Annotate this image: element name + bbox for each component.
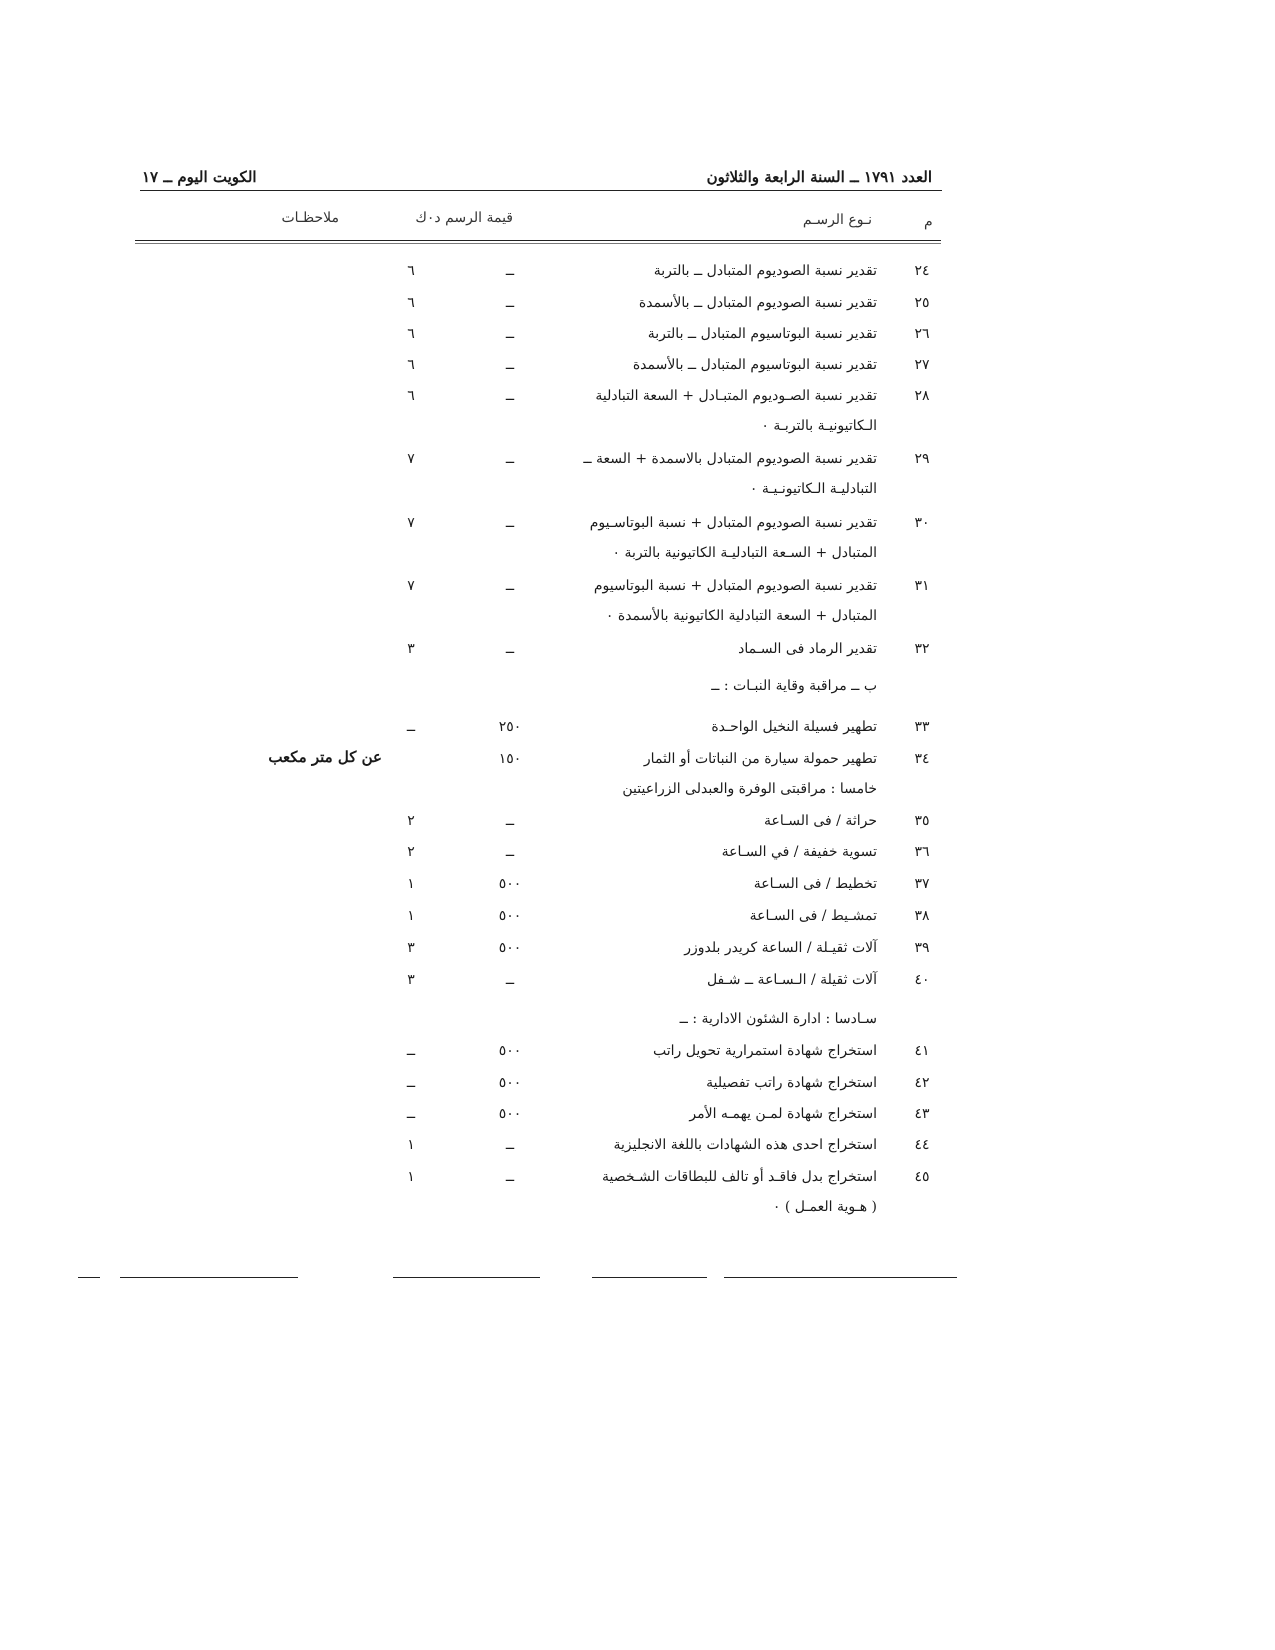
item-number: ٤٤: [914, 1137, 930, 1153]
item-description: ( هـوية العمـل ) ٠: [772, 1199, 877, 1215]
column-heading-notes: ملاحظـات: [281, 210, 339, 226]
fee-fils: ٥٠٠: [498, 1106, 522, 1122]
item-number: ٢٥: [914, 295, 930, 311]
fee-fils: ــ: [505, 972, 515, 988]
fee-fils: ــ: [505, 451, 515, 467]
column-heading-rule-2: [135, 243, 941, 244]
item-number: ٢٩: [914, 451, 930, 467]
item-description: حراثة / فى السـاعة: [764, 813, 877, 829]
item-description: تقدير نسبة الصوديوم المتبادل + نسبة البوتاسيوم: [593, 578, 877, 594]
item-number: ٣١: [914, 578, 930, 594]
column-heading-fee: قيمة الرسم د٠ك: [415, 210, 513, 226]
footer-rule: [393, 1277, 540, 1278]
fee-dinar: ٦: [407, 263, 415, 279]
fee-fils: ٥٠٠: [498, 940, 522, 956]
item-description: تطهير فسيلة النخيل الواحـدة: [711, 719, 877, 735]
column-heading-type: نـوع الرسـم: [802, 212, 872, 228]
fee-fils: ــ: [505, 578, 515, 594]
item-description: آلات ثقيلة / الـسـاعة ــ شـفل: [706, 972, 877, 988]
item-number: ٣٢: [914, 641, 930, 657]
item-description: استخراج بدل فاقـد أو تالف للبطاقات الشـخصية: [602, 1169, 877, 1185]
fee-dinar: ١: [407, 1169, 415, 1185]
item-number: ٢٧: [914, 357, 930, 373]
fee-fils: ٥٠٠: [498, 1043, 522, 1059]
item-description: تسوية خفيفة / في السـاعة: [721, 844, 877, 860]
item-number: ٣٠: [914, 515, 930, 531]
item-description: تقدير نسبة البوتاسيوم المتبادل ــ بالتربة: [647, 326, 877, 342]
item-number: ٣٨: [914, 908, 930, 924]
fee-dinar: ٢: [407, 844, 415, 860]
fee-fils: ــ: [505, 263, 515, 279]
fee-dinar: ــ: [406, 1106, 416, 1122]
fee-fils: ــ: [505, 1169, 515, 1185]
fee-fils: ٥٠٠: [498, 908, 522, 924]
column-heading-num: م: [924, 214, 933, 230]
item-number: ٣٣: [914, 719, 930, 735]
item-number: ٣٦: [914, 844, 930, 860]
section-heading: خامسا : مراقبتى الوفرة والعبدلى الزراعيتين: [622, 781, 877, 797]
fee-dinar: ــ: [406, 1075, 416, 1091]
item-number: ٤٣: [914, 1106, 930, 1122]
item-number: ٣٤: [914, 751, 930, 767]
item-description: استخراج شهادة استمرارية تحويل راتب: [652, 1043, 877, 1059]
footer-rule: [78, 1277, 100, 1278]
fee-fils: ــ: [505, 844, 515, 860]
page-header-right: العدد ١٧٩١ ــ السنة الرابعة والثلاثون: [706, 168, 932, 186]
fee-fils: ــ: [505, 295, 515, 311]
section-heading: سـادسا : ادارة الشئون الادارية : ــ: [679, 1011, 877, 1027]
item-number: ٤٢: [914, 1075, 930, 1091]
item-description: المتبادل + السعة التبادلية الكاتيونية بالأسمدة ٠: [605, 608, 877, 624]
fee-fils: ــ: [505, 641, 515, 657]
item-number: ٣٥: [914, 813, 930, 829]
fee-dinar: ٣: [407, 940, 415, 956]
item-number: ٢٤: [914, 263, 930, 279]
fee-fils: ــ: [505, 357, 515, 373]
item-description: الـكاتيونيـة بالتربـة ٠: [761, 418, 877, 434]
section-heading: ب ــ مراقبة وقاية النبـات : ــ: [711, 678, 877, 694]
fee-fils: ــ: [505, 813, 515, 829]
fee-dinar: ٧: [407, 578, 415, 594]
item-description: المتبادل + السـعة التبادليـة الكاتيونية بالتربة ٠: [612, 545, 877, 561]
footer-rule: [120, 1277, 298, 1278]
item-description: تقدير نسبة الصوديوم المتبادل ــ بالتربة: [653, 263, 877, 279]
item-description: تقدير نسبة البوتاسيوم المتبادل ــ بالأسمدة: [632, 357, 877, 373]
item-description: آلات ثقيـلة / الساعة كريدر بلدوزر: [684, 940, 877, 956]
footer-rule: [724, 1277, 957, 1278]
item-description: تقدير الرماد فى السـماد: [738, 641, 877, 657]
fee-dinar: ٦: [407, 295, 415, 311]
item-description: تمشـيط / فى السـاعة: [749, 908, 877, 924]
fee-dinar: ٣: [407, 641, 415, 657]
fee-fils: ١٥٠: [498, 751, 522, 767]
column-heading-rule: [135, 240, 941, 241]
fee-dinar: ١: [407, 876, 415, 892]
item-description: استخراج شهادة لمـن يهمـه الأمر: [689, 1106, 877, 1122]
item-number: ٤٥: [914, 1169, 930, 1185]
item-number: ٣٩: [914, 940, 930, 956]
fee-fils: ــ: [505, 515, 515, 531]
fee-dinar: ــ: [406, 1043, 416, 1059]
header-rule: [140, 190, 942, 191]
fee-dinar: ٦: [407, 388, 415, 404]
fee-fils: ٢٥٠: [498, 719, 522, 735]
fee-dinar: ٦: [407, 357, 415, 373]
item-description: تقدير نسبة الصوديوم المتبادل + نسبة البوتاسـيوم: [589, 515, 877, 531]
fee-dinar: ١: [407, 1137, 415, 1153]
fee-dinar: ٧: [407, 515, 415, 531]
item-number: ٤٠: [914, 972, 930, 988]
fee-fils: ــ: [505, 1137, 515, 1153]
item-description: استخراج احدى هذه الشهادات باللغة الانجليزية: [613, 1137, 877, 1153]
fee-dinar: ٢: [407, 813, 415, 829]
fee-dinar: ــ: [406, 719, 416, 735]
item-description: تقدير نسبة الصوديوم المتبادل بالاسمدة + السعة ــ: [583, 451, 877, 467]
item-number: ٣٧: [914, 876, 930, 892]
item-description: استخراج شهادة راتب تفصيلية: [706, 1075, 877, 1091]
item-description: تقدير نسبة الصوديوم المتبادل ــ بالأسمدة: [638, 295, 877, 311]
item-description: تطهير حمولة سيارة من النباتات أو الثمار: [643, 751, 877, 767]
page-header-left: الكويت اليوم ــ ١٧: [142, 168, 257, 186]
item-number: ٢٦: [914, 326, 930, 342]
fee-dinar: ٧: [407, 451, 415, 467]
item-number: ٤١: [914, 1043, 930, 1059]
fee-dinar: ٦: [407, 326, 415, 342]
fee-fils: ٥٠٠: [498, 876, 522, 892]
fee-fils: ٥٠٠: [498, 1075, 522, 1091]
item-description: تقدير نسبة الصـوديوم المتبـادل + السعة التبادلية: [595, 388, 877, 404]
fee-dinar: ٣: [407, 972, 415, 988]
footer-rule: [592, 1277, 707, 1278]
item-description: التبادليـة الـكاتيونـيـة ٠: [749, 481, 877, 497]
fee-dinar: ١: [407, 908, 415, 924]
item-note: عن كل متر مكعب: [268, 748, 382, 766]
fee-fils: ــ: [505, 326, 515, 342]
item-description: تخطيط / فى السـاعة: [753, 876, 877, 892]
item-number: ٢٨: [914, 388, 930, 404]
fee-fils: ــ: [505, 388, 515, 404]
